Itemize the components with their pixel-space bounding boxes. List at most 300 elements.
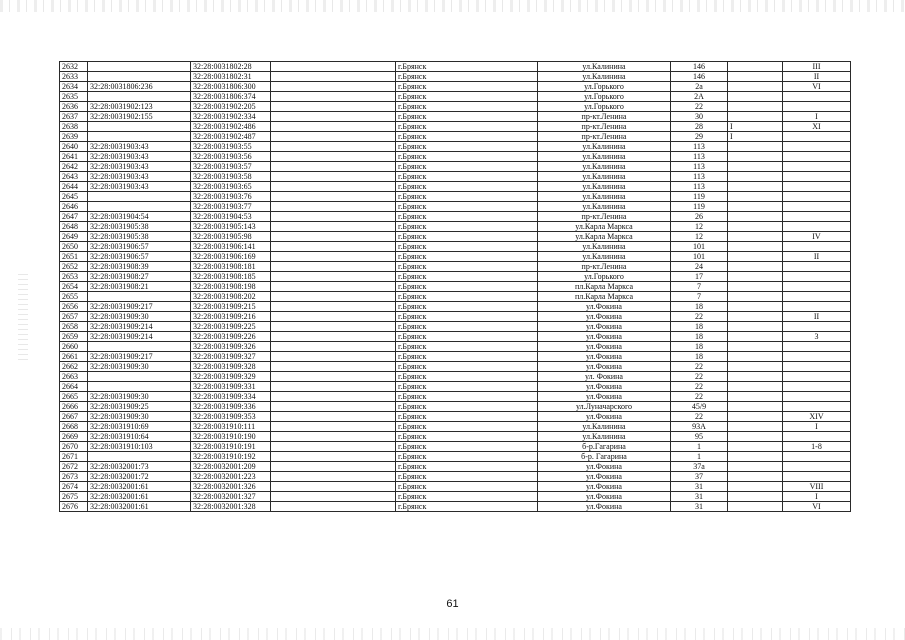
cell-city: г.Брянск: [396, 62, 538, 72]
cell-section: [728, 292, 783, 302]
cell-object-cadastral-number: 32:28:0031909:327: [191, 352, 271, 362]
cell-street: пр-кт.Ленина: [538, 112, 671, 122]
cell-object-cadastral-number: 32:28:0031909:331: [191, 382, 271, 392]
cell-object-cadastral-number: 32:28:0031903:76: [191, 192, 271, 202]
cell-object-cadastral-number: 32:28:0031910:191: [191, 442, 271, 452]
cell-object-cadastral-number: 32:28:0031903:58: [191, 172, 271, 182]
table-row: [60, 262, 851, 272]
cell-house-number: 146: [671, 72, 728, 82]
cell-street: ул.Калинина: [538, 432, 671, 442]
table-row: [60, 102, 851, 112]
cell-blank-column: [271, 132, 396, 142]
cell-parcel-cadastral-number: 32:28:0031909:30: [88, 412, 191, 422]
cell-parcel-cadastral-number: 32:28:0031903:43: [88, 162, 191, 172]
cell-parcel-cadastral-number: [88, 192, 191, 202]
cell-city: г.Брянск: [396, 372, 538, 382]
table-row: [60, 372, 851, 382]
cell-house-number: 18: [671, 342, 728, 352]
cell-object-cadastral-number: 32:28:0032001:223: [191, 472, 271, 482]
cell-room-number: VI: [783, 502, 851, 512]
cell-street: ул.Калинина: [538, 242, 671, 252]
table-row: [60, 232, 851, 242]
cell-city: г.Брянск: [396, 212, 538, 222]
cell-blank-column: [271, 232, 396, 242]
cell-blank-column: [271, 462, 396, 472]
cell-object-cadastral-number: 32:28:0031906:141: [191, 242, 271, 252]
cell-house-number: 31: [671, 482, 728, 492]
cell-city: г.Брянск: [396, 402, 538, 412]
cell-parcel-cadastral-number: 32:28:0032001:61: [88, 482, 191, 492]
cell-section: I: [728, 122, 783, 132]
cell-city: г.Брянск: [396, 112, 538, 122]
cell-room-number: [783, 212, 851, 222]
cell-parcel-cadastral-number: 32:28:0031906:57: [88, 252, 191, 262]
cell-city: г.Брянск: [396, 92, 538, 102]
cell-section: [728, 332, 783, 342]
cell-section: [728, 112, 783, 122]
cell-room-number: [783, 192, 851, 202]
cell-city: г.Брянск: [396, 292, 538, 302]
cell-object-cadastral-number: 32:28:0031903:55: [191, 142, 271, 152]
cell-parcel-cadastral-number: 32:28:0031910:103: [88, 442, 191, 452]
cell-section: [728, 432, 783, 442]
cell-section: [728, 102, 783, 112]
register-table-body: [60, 62, 851, 512]
cell-row-number: 2668: [60, 422, 88, 432]
cell-street: ул.Фокина: [538, 322, 671, 332]
cell-house-number: 95: [671, 432, 728, 442]
cell-house-number: 22: [671, 102, 728, 112]
cell-section: [728, 502, 783, 512]
table-row: [60, 172, 851, 182]
cell-row-number: 2662: [60, 362, 88, 372]
cell-room-number: [783, 452, 851, 462]
table-row: [60, 492, 851, 502]
cell-street: ул.Фокина: [538, 462, 671, 472]
cell-row-number: 2635: [60, 92, 88, 102]
cell-section: [728, 282, 783, 292]
cell-object-cadastral-number: 32:28:0031909:336: [191, 402, 271, 412]
cell-street: пл.Карла Маркса: [538, 282, 671, 292]
cell-house-number: 113: [671, 142, 728, 152]
cell-parcel-cadastral-number: [88, 382, 191, 392]
cell-room-number: I: [783, 112, 851, 122]
cell-object-cadastral-number: 32:28:0031909:215: [191, 302, 271, 312]
cell-row-number: 2634: [60, 82, 88, 92]
cell-object-cadastral-number: 32:28:0031903:65: [191, 182, 271, 192]
cell-street: ул.Фокина: [538, 482, 671, 492]
cell-blank-column: [271, 302, 396, 312]
cell-blank-column: [271, 262, 396, 272]
cell-blank-column: [271, 322, 396, 332]
cell-section: [728, 202, 783, 212]
cell-city: г.Брянск: [396, 252, 538, 262]
cell-parcel-cadastral-number: 32:28:0031909:30: [88, 392, 191, 402]
table-row: [60, 382, 851, 392]
cell-city: г.Брянск: [396, 302, 538, 312]
cell-blank-column: [271, 442, 396, 452]
cell-house-number: 26: [671, 212, 728, 222]
cell-house-number: 119: [671, 202, 728, 212]
cell-house-number: 119: [671, 192, 728, 202]
cell-city: г.Брянск: [396, 332, 538, 342]
cell-house-number: 37: [671, 472, 728, 482]
cell-house-number: 113: [671, 162, 728, 172]
cell-parcel-cadastral-number: 32:28:0032001:72: [88, 472, 191, 482]
cell-street: ул.Калинина: [538, 182, 671, 192]
cell-object-cadastral-number: 32:28:0031903:57: [191, 162, 271, 172]
cell-house-number: 18: [671, 352, 728, 362]
cell-object-cadastral-number: 32:28:0031802:31: [191, 72, 271, 82]
cell-object-cadastral-number: 32:28:0031909:216: [191, 312, 271, 322]
cell-room-number: [783, 162, 851, 172]
cell-street: ул.Карла Маркса: [538, 232, 671, 242]
cell-room-number: [783, 362, 851, 372]
cell-row-number: 2647: [60, 212, 88, 222]
cell-street: ул.Калинина: [538, 62, 671, 72]
cell-blank-column: [271, 392, 396, 402]
cell-house-number: 12: [671, 222, 728, 232]
table-row: [60, 72, 851, 82]
cell-house-number: 113: [671, 152, 728, 162]
cell-room-number: [783, 282, 851, 292]
table-row: [60, 152, 851, 162]
cell-row-number: 2655: [60, 292, 88, 302]
cell-row-number: 2652: [60, 262, 88, 272]
cell-row-number: 2664: [60, 382, 88, 392]
cell-house-number: 2а: [671, 82, 728, 92]
cell-room-number: [783, 462, 851, 472]
table-row: [60, 122, 851, 132]
table-row: [60, 322, 851, 332]
cell-parcel-cadastral-number: 32:28:0031908:21: [88, 282, 191, 292]
cell-object-cadastral-number: 32:28:0031909:334: [191, 392, 271, 402]
cell-street: ул.Фокина: [538, 492, 671, 502]
cell-room-number: II: [783, 312, 851, 322]
cell-city: г.Брянск: [396, 312, 538, 322]
cell-row-number: 2653: [60, 272, 88, 282]
cell-street: пр-кт.Ленина: [538, 262, 671, 272]
cell-house-number: 146: [671, 62, 728, 72]
table-row: [60, 332, 851, 342]
cell-parcel-cadastral-number: [88, 72, 191, 82]
cell-blank-column: [271, 122, 396, 132]
cell-room-number: [783, 292, 851, 302]
cell-house-number: 18: [671, 332, 728, 342]
cell-house-number: 7: [671, 282, 728, 292]
cell-blank-column: [271, 162, 396, 172]
cell-house-number: 28: [671, 122, 728, 132]
cell-row-number: 2639: [60, 132, 88, 142]
cell-parcel-cadastral-number: 32:28:0032001:61: [88, 502, 191, 512]
cell-blank-column: [271, 482, 396, 492]
cell-object-cadastral-number: 32:28:0031909:226: [191, 332, 271, 342]
cell-row-number: 2672: [60, 462, 88, 472]
cell-room-number: XI: [783, 122, 851, 132]
cell-blank-column: [271, 342, 396, 352]
cell-row-number: 2675: [60, 492, 88, 502]
table-row: [60, 312, 851, 322]
cell-city: г.Брянск: [396, 322, 538, 332]
cell-street: ул.Фокина: [538, 342, 671, 352]
cell-parcel-cadastral-number: 32:28:0031910:64: [88, 432, 191, 442]
table-row: [60, 282, 851, 292]
cell-row-number: 2660: [60, 342, 88, 352]
cell-parcel-cadastral-number: [88, 62, 191, 72]
table-row: [60, 432, 851, 442]
cell-object-cadastral-number: 32:28:0032001:328: [191, 502, 271, 512]
cell-city: г.Брянск: [396, 452, 538, 462]
cell-object-cadastral-number: 32:28:0031806:374: [191, 92, 271, 102]
cell-city: г.Брянск: [396, 162, 538, 172]
cell-blank-column: [271, 362, 396, 372]
cell-parcel-cadastral-number: 32:28:0031902:123: [88, 102, 191, 112]
cell-blank-column: [271, 452, 396, 462]
cell-section: [728, 472, 783, 482]
table-row: [60, 482, 851, 492]
cell-parcel-cadastral-number: [88, 132, 191, 142]
table-row: [60, 452, 851, 462]
cell-room-number: [783, 262, 851, 272]
scan-noise-left: [18, 270, 28, 360]
cell-section: [728, 262, 783, 272]
cell-parcel-cadastral-number: 32:28:0031806:236: [88, 82, 191, 92]
cell-section: [728, 272, 783, 282]
cell-row-number: 2665: [60, 392, 88, 402]
cell-city: г.Брянск: [396, 472, 538, 482]
cell-room-number: 3: [783, 332, 851, 342]
cell-house-number: 22: [671, 392, 728, 402]
cell-parcel-cadastral-number: [88, 372, 191, 382]
cell-object-cadastral-number: 32:28:0031909:326: [191, 342, 271, 352]
cell-street: ул.Калинина: [538, 202, 671, 212]
cell-section: [728, 72, 783, 82]
cell-section: [728, 192, 783, 202]
cell-city: г.Брянск: [396, 282, 538, 292]
cell-row-number: 2671: [60, 452, 88, 462]
cell-room-number: IV: [783, 232, 851, 242]
cell-object-cadastral-number: 32:28:0031904:53: [191, 212, 271, 222]
cell-row-number: 2669: [60, 432, 88, 442]
table-row: [60, 222, 851, 232]
cell-section: [728, 402, 783, 412]
cell-room-number: [783, 182, 851, 192]
cell-room-number: [783, 302, 851, 312]
cell-city: г.Брянск: [396, 152, 538, 162]
cell-city: г.Брянск: [396, 132, 538, 142]
table-row: [60, 402, 851, 412]
cell-room-number: [783, 102, 851, 112]
cell-street: ул.Калинина: [538, 252, 671, 262]
cell-city: г.Брянск: [396, 432, 538, 442]
cell-room-number: II: [783, 72, 851, 82]
cell-room-number: [783, 352, 851, 362]
cell-section: [728, 222, 783, 232]
cell-city: г.Брянск: [396, 202, 538, 212]
cell-parcel-cadastral-number: 32:28:0031910:69: [88, 422, 191, 432]
cell-house-number: 7: [671, 292, 728, 302]
cell-object-cadastral-number: 32:28:0031908:198: [191, 282, 271, 292]
table-row: [60, 182, 851, 192]
cell-object-cadastral-number: 32:28:0031908:181: [191, 262, 271, 272]
cell-parcel-cadastral-number: 32:28:0031908:39: [88, 262, 191, 272]
cell-section: [728, 172, 783, 182]
table-row: [60, 292, 851, 302]
cell-street: ул.Фокина: [538, 312, 671, 322]
cell-street: ул.Карла Маркса: [538, 222, 671, 232]
cell-blank-column: [271, 312, 396, 322]
cell-section: [728, 452, 783, 462]
page-number: 61: [446, 598, 459, 610]
cell-room-number: [783, 132, 851, 142]
cell-city: г.Брянск: [396, 412, 538, 422]
cell-row-number: 2649: [60, 232, 88, 242]
cell-section: [728, 142, 783, 152]
table-row: [60, 392, 851, 402]
cell-row-number: 2638: [60, 122, 88, 132]
cell-blank-column: [271, 112, 396, 122]
cell-row-number: 2640: [60, 142, 88, 152]
table-row: [60, 442, 851, 452]
cell-city: г.Брянск: [396, 262, 538, 272]
cell-room-number: [783, 392, 851, 402]
table-row: [60, 352, 851, 362]
cell-room-number: XIV: [783, 412, 851, 422]
cell-parcel-cadastral-number: [88, 202, 191, 212]
cell-parcel-cadastral-number: [88, 452, 191, 462]
cell-section: [728, 362, 783, 372]
cell-street: ул.Калинина: [538, 162, 671, 172]
cell-blank-column: [271, 222, 396, 232]
cell-street: пр-кт.Ленина: [538, 122, 671, 132]
cell-blank-column: [271, 92, 396, 102]
cell-section: [728, 382, 783, 392]
cell-room-number: [783, 142, 851, 152]
cell-blank-column: [271, 82, 396, 92]
cell-street: б-р.Гагарина: [538, 442, 671, 452]
cell-street: ул.Фокина: [538, 502, 671, 512]
cell-blank-column: [271, 252, 396, 262]
table-row: [60, 462, 851, 472]
cell-row-number: 2666: [60, 402, 88, 412]
cell-blank-column: [271, 422, 396, 432]
cell-parcel-cadastral-number: 32:28:0032001:73: [88, 462, 191, 472]
cell-row-number: 2636: [60, 102, 88, 112]
cell-object-cadastral-number: 32:28:0031910:111: [191, 422, 271, 432]
cell-section: [728, 252, 783, 262]
cell-object-cadastral-number: 32:28:0031906:169: [191, 252, 271, 262]
cell-street: ул.Фокина: [538, 472, 671, 482]
cell-section: [728, 442, 783, 452]
cell-street: ул.Фокина: [538, 352, 671, 362]
cell-section: [728, 312, 783, 322]
cell-parcel-cadastral-number: 32:28:0031909:217: [88, 352, 191, 362]
cell-street: ул.Горького: [538, 272, 671, 282]
cell-row-number: 2667: [60, 412, 88, 422]
cell-blank-column: [271, 332, 396, 342]
cell-object-cadastral-number: 32:28:0031905:98: [191, 232, 271, 242]
cell-blank-column: [271, 402, 396, 412]
cell-parcel-cadastral-number: 32:28:0031909:214: [88, 322, 191, 332]
cell-house-number: 29: [671, 132, 728, 142]
cell-city: г.Брянск: [396, 102, 538, 112]
cell-row-number: 2643: [60, 172, 88, 182]
table-row: [60, 242, 851, 252]
cell-object-cadastral-number: 32:28:0031902:486: [191, 122, 271, 132]
cell-city: г.Брянск: [396, 272, 538, 282]
cell-object-cadastral-number: 32:28:0031910:192: [191, 452, 271, 462]
cell-row-number: 2659: [60, 332, 88, 342]
cell-street: б-р. Гагарина: [538, 452, 671, 462]
cell-row-number: 2637: [60, 112, 88, 122]
cell-city: г.Брянск: [396, 482, 538, 492]
cell-city: г.Брянск: [396, 122, 538, 132]
cell-parcel-cadastral-number: 32:28:0031909:25: [88, 402, 191, 412]
cell-house-number: 24: [671, 262, 728, 272]
cell-house-number: 37а: [671, 462, 728, 472]
cell-parcel-cadastral-number: 32:28:0031905:38: [88, 222, 191, 232]
cell-row-number: 2648: [60, 222, 88, 232]
cell-house-number: 12: [671, 232, 728, 242]
cell-section: [728, 82, 783, 92]
cell-room-number: II: [783, 252, 851, 262]
cell-object-cadastral-number: 32:28:0031905:143: [191, 222, 271, 232]
table-row: [60, 412, 851, 422]
cell-street: пр-кт.Ленина: [538, 212, 671, 222]
cell-city: г.Брянск: [396, 352, 538, 362]
cell-object-cadastral-number: 32:28:0032001:327: [191, 492, 271, 502]
cell-section: [728, 62, 783, 72]
cell-street: ул.Фокина: [538, 392, 671, 402]
table-row: [60, 142, 851, 152]
cell-parcel-cadastral-number: [88, 122, 191, 132]
cell-city: г.Брянск: [396, 492, 538, 502]
cell-row-number: 2632: [60, 62, 88, 72]
cell-room-number: [783, 202, 851, 212]
cell-street: ул.Луначарского: [538, 402, 671, 412]
cell-blank-column: [271, 412, 396, 422]
cell-section: [728, 302, 783, 312]
cell-blank-column: [271, 372, 396, 382]
cell-object-cadastral-number: 32:28:0032001:209: [191, 462, 271, 472]
cell-house-number: 45/9: [671, 402, 728, 412]
cell-street: ул.Фокина: [538, 302, 671, 312]
cell-street: пл.Карла Маркса: [538, 292, 671, 302]
cell-city: г.Брянск: [396, 502, 538, 512]
cell-room-number: [783, 152, 851, 162]
cell-house-number: 22: [671, 382, 728, 392]
cell-parcel-cadastral-number: 32:28:0031909:214: [88, 332, 191, 342]
cell-object-cadastral-number: 32:28:0031903:77: [191, 202, 271, 212]
cell-section: [728, 242, 783, 252]
cell-blank-column: [271, 282, 396, 292]
cell-object-cadastral-number: 32:28:0031908:202: [191, 292, 271, 302]
cell-parcel-cadastral-number: 32:28:0031905:38: [88, 232, 191, 242]
cell-blank-column: [271, 352, 396, 362]
cell-street: ул.Горького: [538, 102, 671, 112]
cell-object-cadastral-number: 32:28:0031806:300: [191, 82, 271, 92]
register-table: [59, 61, 851, 512]
cell-row-number: 2645: [60, 192, 88, 202]
cell-blank-column: [271, 172, 396, 182]
cell-city: г.Брянск: [396, 232, 538, 242]
table-row: [60, 82, 851, 92]
cell-blank-column: [271, 192, 396, 202]
cell-room-number: [783, 342, 851, 352]
cell-parcel-cadastral-number: 32:28:0031902:155: [88, 112, 191, 122]
cell-parcel-cadastral-number: [88, 92, 191, 102]
cell-house-number: 22: [671, 312, 728, 322]
